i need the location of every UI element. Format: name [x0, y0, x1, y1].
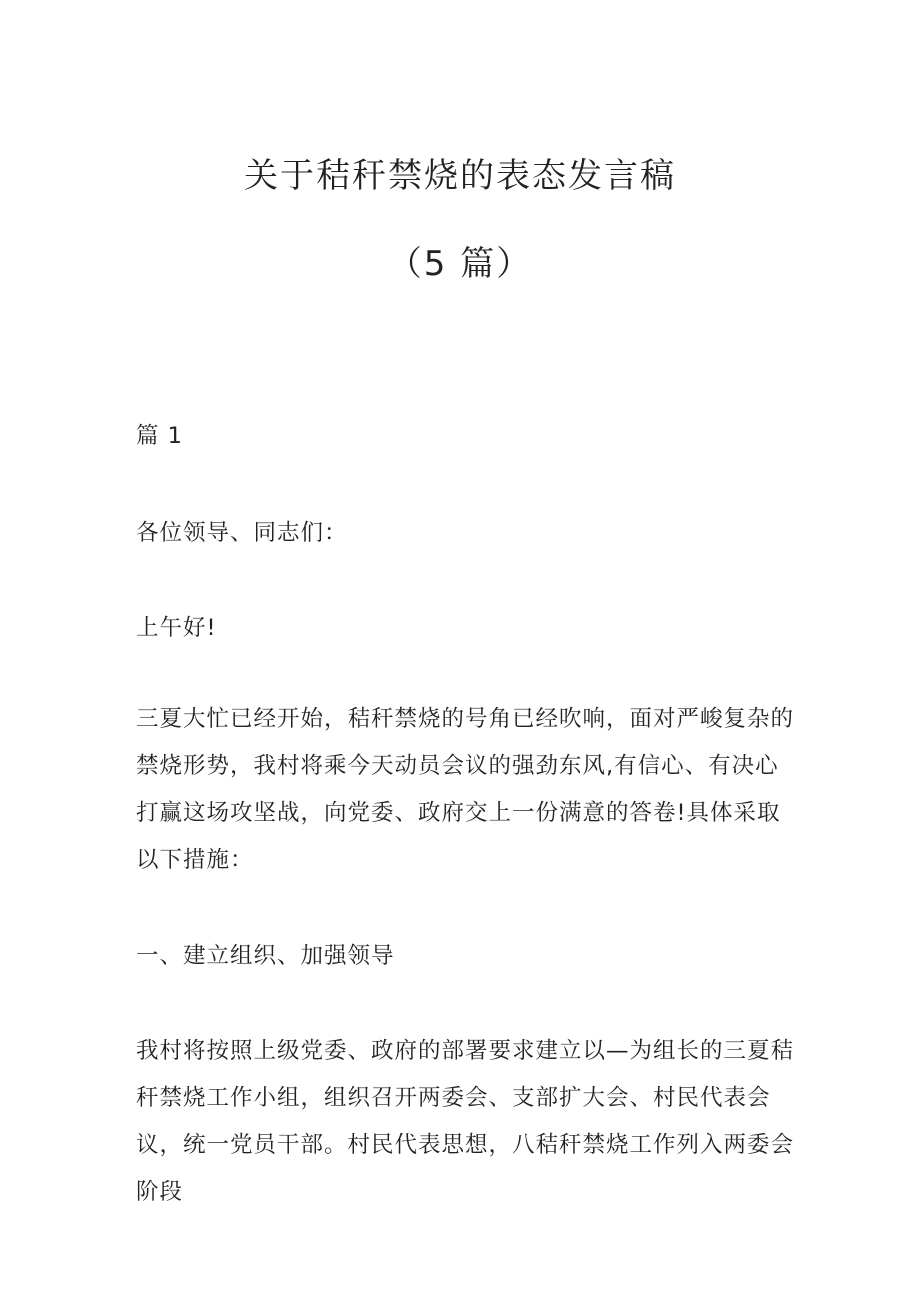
document-title: 关于秸秆禁烧的表态发言稿 — [244, 156, 676, 196]
body-paragraph-2: 我村将按照上级党委、政府的部署要求建立以—为组长的三夏秸秆禁烧工作小组，组织召开两委会、支部扩大会、村民代表会议，统一党员干部。村民代表思想，八秸秆禁烧工作列入两委会阶段 — [136, 1038, 795, 1205]
subheading-1: 一、建立组织、加强领导 — [136, 943, 395, 969]
greeting: 上午好! — [136, 615, 217, 641]
body-paragraph-1: 三夏大忙已经开始，秸秆禁烧的号角已经吹响，面对严峻复杂的禁烧形势，我村将乘今天动员会议的强劲东风,有信心、有决心打赢这场攻坚战，向党委、政府交上一份满意的答卷!具体采取以下措施： — [136, 706, 795, 873]
section-heading: 篇 1 — [136, 423, 183, 449]
document-subtitle: （5 篇） — [387, 244, 533, 284]
salutation: 各位领导、同志们： — [136, 520, 348, 546]
